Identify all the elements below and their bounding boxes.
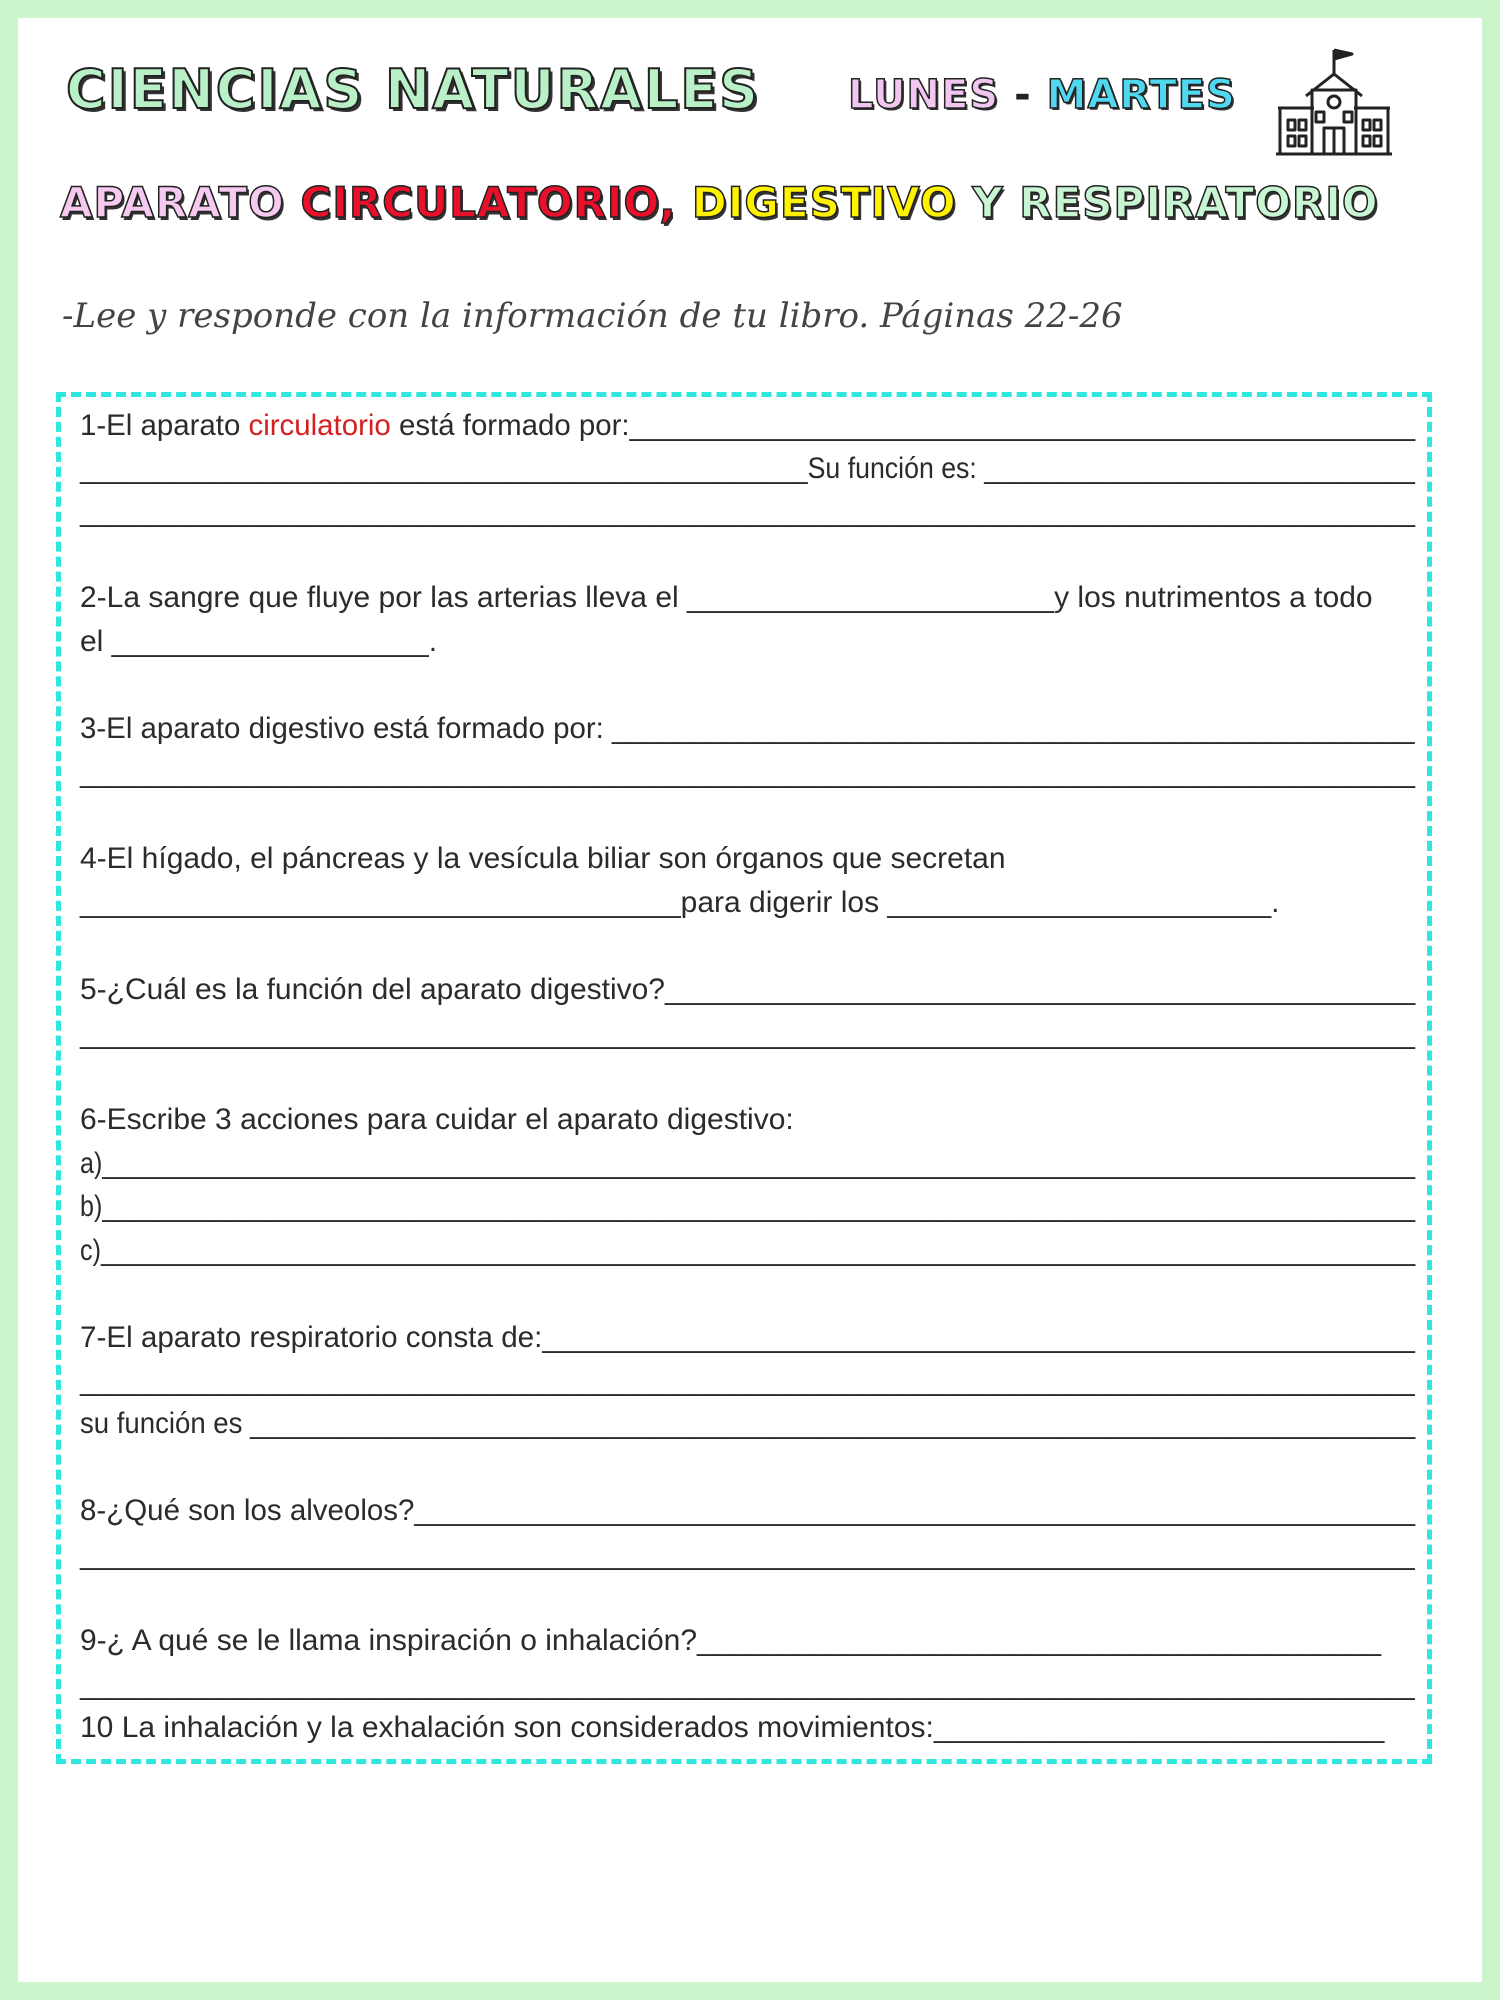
question-1-prefix: 1-El aparato xyxy=(80,409,249,442)
page-title: CIENCIAS NATURALES xyxy=(66,58,761,121)
question-9-line-1[interactable]: 9-¿ A qué se le llama inspiración o inhalación?_________________________________________ xyxy=(80,1624,1382,1657)
question-6-answer-b[interactable]: b)______________________________________________________________________________________________ xyxy=(80,1190,1416,1223)
question-5-line-2[interactable]: __________________________________________________________________________________________________ xyxy=(80,1017,1416,1050)
question-7-line-1[interactable]: 7-El aparato respiratorio consta de:_____________________________________________________ xyxy=(80,1321,1415,1354)
instruction-text: -Lee y responde con la información de tu libro. Páginas 22-26 xyxy=(62,296,1123,336)
question-1-line-1 xyxy=(80,408,1415,444)
question-2-line-1[interactable]: 2-La sangre que fluye por las arterias lleva el ______________________y los nutrimentos a todo xyxy=(80,581,1373,614)
question-1-line-3[interactable]: __________________________________________________________________________________________________ xyxy=(80,495,1416,528)
question-3-line-1[interactable]: 3-El aparato digestivo está formado por: _________________________________________________ xyxy=(80,712,1415,745)
days-label xyxy=(848,72,1236,118)
subtitle-digestivo: DIGESTIVO xyxy=(691,178,957,227)
question-1-highlight: circulatorio xyxy=(248,409,391,442)
question-4-line-2[interactable]: ____________________________________para digerir los _______________________. xyxy=(80,886,1280,919)
question-2-line-2[interactable]: el ___________________. xyxy=(80,625,438,658)
day-tuesday: MARTES xyxy=(1046,72,1236,118)
day-separator: - xyxy=(1014,72,1032,118)
question-3-line-2[interactable]: __________________________________________________________________________________________________ xyxy=(80,756,1416,789)
question-8-line-2[interactable]: ________________________________________________________________________________________________ xyxy=(80,1538,1415,1571)
school-building-icon xyxy=(1276,46,1392,158)
topic-subtitle xyxy=(60,178,1379,227)
subtitle-circulatorio: CIRCULATORIO, xyxy=(300,178,677,227)
subtitle-aparato: APARATO xyxy=(60,178,285,227)
question-6-answer-a[interactable]: a)______________________________________________________________________________________________ xyxy=(80,1147,1416,1180)
question-7-line-2[interactable]: ________________________________________________________________________________________________ xyxy=(80,1364,1415,1397)
day-monday: LUNES xyxy=(848,72,1000,118)
question-10-line-1[interactable]: 10 La inhalación y la exhalación son considerados movimientos:___________________________ xyxy=(80,1711,1385,1744)
question-6-line-1: 6-Escribe 3 acciones para cuidar el aparato digestivo: xyxy=(80,1103,794,1136)
subtitle-y: Y xyxy=(972,178,1004,227)
question-1-answer-blank[interactable]: está formado por:________________________________________________ xyxy=(390,409,1416,442)
question-1-line-2[interactable]: _________________________________________________Su función es: _____________________________ xyxy=(80,452,1415,485)
question-8-line-1[interactable]: 8-¿Qué son los alveolos?_____________________________________________________________ xyxy=(80,1494,1416,1527)
question-5-line-1[interactable]: 5-¿Cuál es la función del aparato digestivo?_____________________________________________ xyxy=(80,973,1416,1006)
question-4-line-1: 4-El hígado, el páncreas y la vesícula biliar son órganos que secretan xyxy=(80,842,1006,875)
question-7-line-3[interactable]: su función es ____________________________________________________________________________ xyxy=(80,1407,1416,1440)
question-6-answer-c[interactable]: c)______________________________________________________________________________________________ xyxy=(80,1234,1416,1267)
question-9-line-2[interactable]: ________________________________________________________________________________________________ xyxy=(80,1668,1415,1701)
subtitle-respiratorio: RESPIRATORIO xyxy=(1019,178,1379,227)
